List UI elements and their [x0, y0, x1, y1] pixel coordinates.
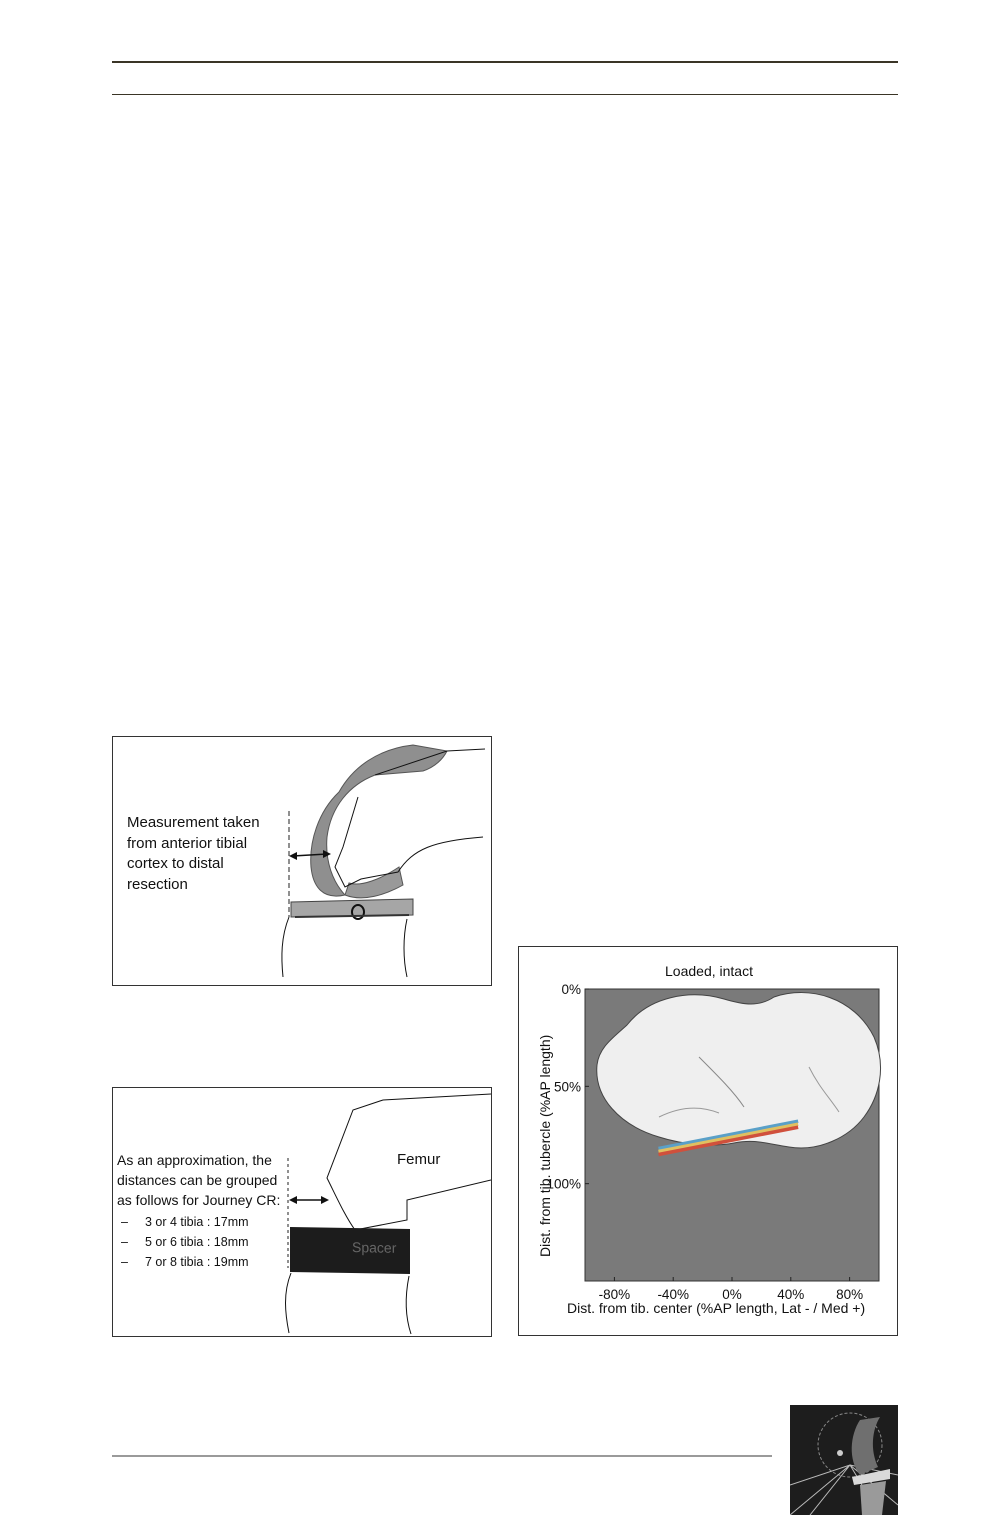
publisher-logo	[790, 1405, 898, 1515]
y-tick-label: 50%	[553, 1079, 581, 1095]
distances-note	[117, 1150, 282, 1272]
y-axis-label: Dist. from tib. tubercle (%AP length)	[537, 1034, 553, 1257]
measurement-caption: Measurement taken from anterior tibial cortex to distal resection	[127, 814, 260, 893]
spacer-block	[290, 1227, 410, 1274]
figure-distances	[112, 1087, 492, 1337]
knee-logo-icon	[790, 1405, 898, 1515]
list-item: – 7 or 8 tibia : 19mm	[117, 1252, 282, 1272]
chart-plot	[519, 947, 898, 1336]
distances-list	[117, 1212, 282, 1272]
figure-tibial-plateau-chart	[518, 946, 898, 1336]
chart-title: Loaded, intact	[665, 963, 753, 979]
x-tick-label: 0%	[722, 1287, 742, 1302]
y-tick-label: 100%	[546, 1176, 581, 1192]
x-tick-label: 40%	[777, 1287, 805, 1302]
header-rule-top	[112, 61, 898, 63]
x-tick-label: 80%	[836, 1287, 864, 1302]
list-item: – 3 or 4 tibia : 17mm	[117, 1212, 282, 1232]
x-axis-label: Dist. from tib. center (%AP length, Lat - / Med +)	[567, 1300, 866, 1316]
spacer-label: Spacer	[352, 1239, 397, 1256]
figure-measurement	[112, 736, 492, 986]
x-tick-label: -80%	[598, 1287, 631, 1302]
header-rule-bottom	[112, 94, 898, 95]
x-tick-label: -40%	[657, 1287, 689, 1302]
list-item: – 5 or 6 tibia : 18mm	[117, 1232, 282, 1252]
femur-label: Femur	[397, 1151, 441, 1168]
y-tick-label: 0%	[561, 982, 581, 997]
tibial-plateau-shape	[597, 993, 881, 1148]
footer-rule	[112, 1455, 772, 1457]
distances-intro: As an approximation, the distances can be grouped as follows for Journey CR:	[117, 1152, 281, 1208]
